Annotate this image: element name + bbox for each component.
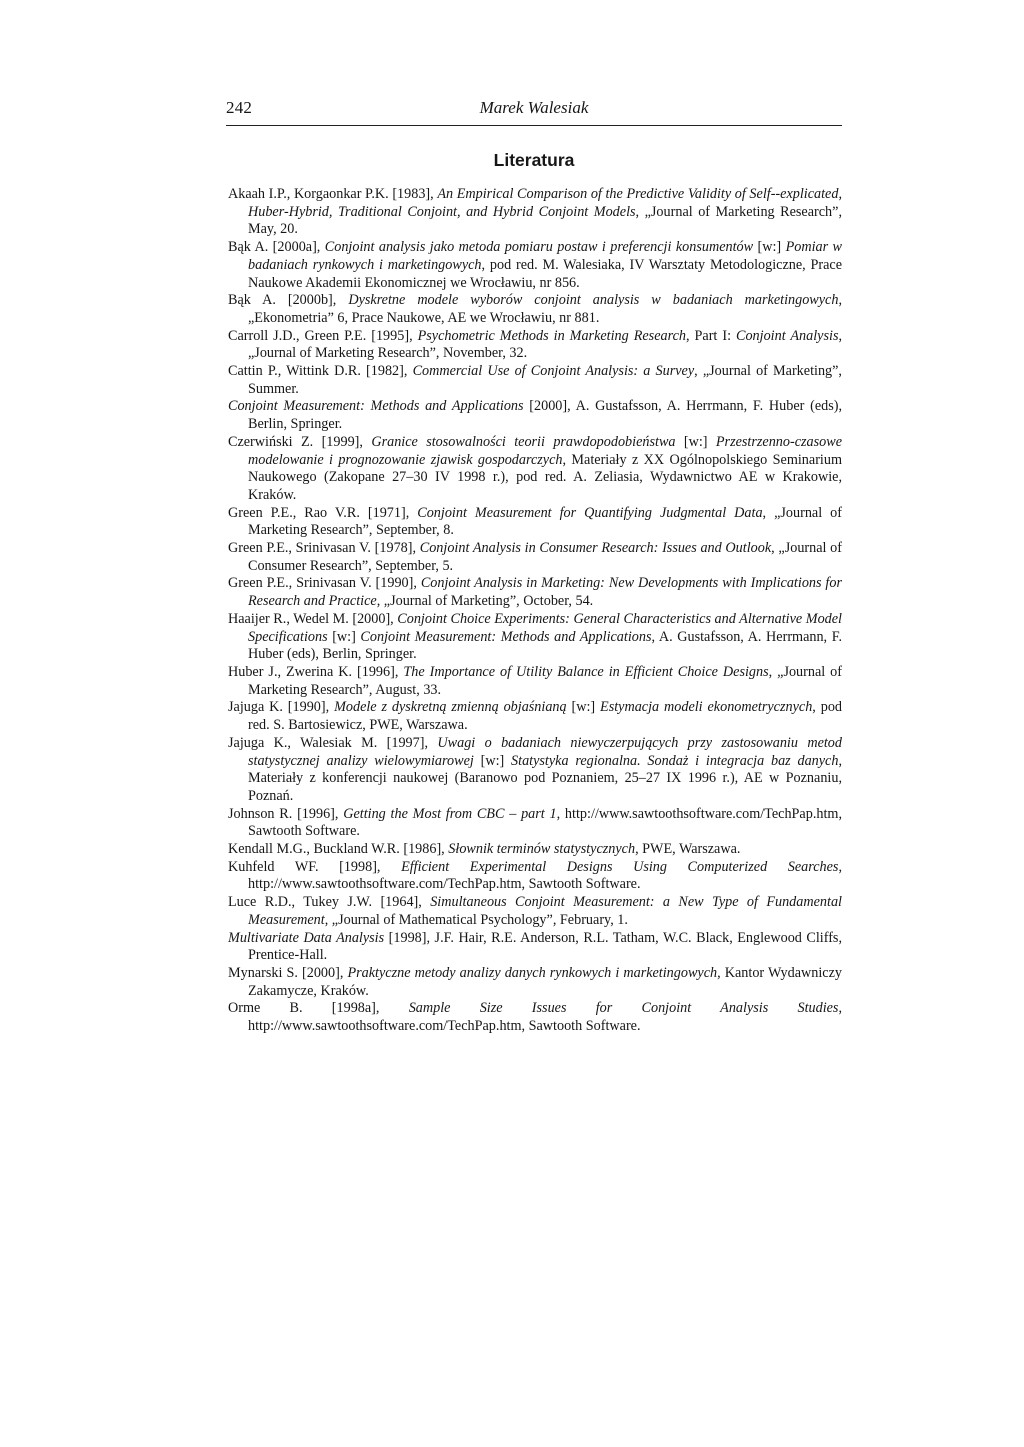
page-header [226,98,842,124]
reference-title: Estymacja modeli ekonometrycznych [600,699,813,716]
reference-entry [228,505,842,540]
reference-text: , „Journal of Mathematical Psychology”, February, 1. [324,911,628,928]
reference-title: Przestrzenno-czasowe modelowanie i prognozowanie zjawisk gospodarczych [248,433,842,468]
reference-text: , „Journal of Consumer Research”, September, 5. [248,540,842,574]
reference-text: Johnson R. [1996], [228,805,344,822]
reference-entry [228,575,842,610]
reference-title: Psychometric Methods in Marketing Research [417,327,686,344]
reference-text: , „Journal of Marketing”, October, 54. [376,593,594,610]
reference-title: The Importance of Utility Balance in Efficient Choice Designs [403,663,769,680]
reference-text: Jajuga K., Walesiak M. [1997], [228,734,438,751]
reference-text: Green P.E., Srinivasan V. [1978], [228,540,420,557]
reference-entry [228,735,842,806]
reference-text: [w:] [753,239,786,256]
reference-text: , pod red. M. Walesiaka, IV Warsztaty Metodologiczne, Prace Naukowe Akademii Ekonomicznej we Wrocławiu, nr 856. [248,256,843,291]
reference-text: , pod red. S. Bartosiewicz, PWE, Warszawa. [248,699,843,734]
reference-text: [w:] [675,433,716,450]
reference-entry [228,841,842,859]
reference-text: , „Journal of Marketing Research”, November, 32. [248,327,843,362]
reference-title: Modele z dyskretną zmienną objaśnianą [334,699,567,716]
reference-text: [w:] [473,752,512,769]
reference-text: Kuhfeld WF. [1998], [228,858,402,875]
reference-title: Uwagi o badaniach niewyczerpujących przy zastosowaniu metod statystycznej analizy wielowymiarowej [248,734,842,769]
reference-text: Carroll J.D., Green P.E. [1995], [228,327,418,344]
reference-text: , Part I: [685,327,736,344]
reference-text: , http://www.sawtoothsoftware.com/TechPap.htm, Sawtooth Software. [248,1000,842,1035]
reference-text: , A. Gustafsson, A. Herrmann, F. Huber (eds), Berlin, Springer. [248,628,843,663]
reference-text: , Materiały z XX Ogólnopolskiego Seminarium Naukowego (Zakopane 27–30 IV 1998 r.), pod red. A. Zeliasia, Wydawnictwo AE w Krakowie, Kraków. [248,451,842,503]
reference-text: [w:] [327,628,361,645]
reference-entry [228,859,842,894]
reference-title: Dyskretne modele wyborów conjoint analysis w badaniach marketingowych [348,292,839,309]
reference-title: An Empirical Comparison of the Predictive Validity of Self--explicated, Huber-Hybrid, Traditional Conjoint, and Hybrid Conjoint Models [248,186,842,220]
reference-entry [228,806,842,841]
reference-text: [w:] [566,699,601,716]
reference-entry [228,434,842,505]
reference-text: Kendall M.G., Buckland W.R. [1986], [228,841,449,858]
reference-text: Jajuga K. [1990], [228,699,335,716]
reference-entry [228,965,842,1000]
reference-text: , http://www.sawtoothsoftware.com/TechPap.htm, Sawtooth Software. [248,805,842,840]
reference-text: Luce R.D., Tukey J.W. [1964], [228,894,431,911]
reference-title: Praktyczne metody analizy danych rynkowych i marketingowych [347,964,718,981]
reference-title: Conjoint analysis jako metoda pomiaru postaw i preferencji konsumentów [324,239,754,256]
reference-entry [228,611,842,664]
reference-title: Conjoint Measurement: Methods and Applications [228,398,524,415]
reference-title: Conjoint Measurement: Methods and Applications [360,628,652,645]
reference-title: Efficient Experimental Designs Using Computerized Searches [401,858,839,875]
reference-title: Multivariate Data Analysis [228,929,385,946]
reference-text: , PWE, Warszawa. [635,841,741,858]
reference-entry [228,292,842,327]
reference-text: Czerwiński Z. [1999], [228,433,372,450]
reference-title: Pomiar w badaniach rynkowych i marketingowych [248,239,842,273]
reference-text: , Kantor Wydawniczy Zakamycze, Kraków. [248,964,842,999]
reference-text: Haaijer R., Wedel M. [2000], [228,610,398,627]
section-title: Literatura [493,150,575,170]
reference-entry [228,239,842,292]
reference-text: [2000], A. Gustafsson, A. Herrmann, F. Huber (eds), Berlin, Springer. [248,398,843,433]
reference-text: , „Journal of Marketing”, Summer. [248,363,842,397]
reference-text: Green P.E., Srinivasan V. [1990], [228,575,421,592]
reference-entry [228,930,842,965]
reference-text: , http://www.sawtoothsoftware.com/TechPap.htm, Sawtooth Software. [248,858,842,893]
reference-title: Conjoint Choice Experiments: General Characteristics and Alternative Model Specifications [248,610,842,645]
reference-text: , Materiały z konferencji naukowej (Baranowo pod Poznaniem, 25–27 IX 1996 r.), AE w Poznaniu, Poznań. [248,752,842,804]
reference-title: Conjoint Analysis in Marketing: New Developments with Implications for Research and Practice [248,575,842,610]
reference-text: , „Journal of Marketing Research”, May, 20. [248,203,842,238]
reference-list [228,186,842,1036]
page-number: 242 [226,98,253,117]
reference-text: , „Journal of Marketing Research”, August, 33. [248,663,842,698]
reference-title: Simultaneous Conjoint Measurement: a New Type of Fundamental Measurement [248,894,842,928]
reference-title: Conjoint Analysis [736,327,839,344]
reference-text: [1998], J.F. Hair, R.E. Anderson, R.L. Tatham, W.C. Black, Englewood Cliffs, Prentice-Hall. [248,929,842,964]
reference-entry [228,186,842,239]
reference-text: , „Journal of Marketing Research”, September, 8. [248,504,842,539]
reference-text: Bąk A. [2000b], [228,292,349,309]
reference-title: Statystyka regionalna. Sondaż i integracja baz danych [511,752,839,769]
reference-entry [228,328,842,363]
reference-title: Granice stosowalności teorii prawdopodobieństwa [371,433,676,450]
reference-entry [228,398,842,433]
reference-text: Green P.E., Rao V.R. [1971], [228,504,418,521]
reference-title: Sample Size Issues for Conjoint Analysis Studies [408,1000,839,1017]
header-rule [226,125,842,126]
reference-title: Conjoint Measurement for Quantifying Judgmental Data [417,504,763,521]
reference-text: Orme B. [1998a], [228,1000,409,1017]
reference-entry [228,894,842,929]
reference-entry [228,540,842,575]
reference-text: , „Ekonometria” 6, Prace Naukowe, AE we Wrocławiu, nr 881. [248,292,842,326]
reference-title: Conjoint Analysis in Consumer Research: Issues and Outlook [419,540,772,557]
reference-entry [228,699,842,734]
reference-text: Mynarski S. [2000], [228,964,348,981]
reference-entry [228,1000,842,1035]
reference-text: Akaah I.P., Korgaonkar P.K. [1983], [228,186,438,202]
reference-title: Getting the Most from CBC – part 1 [343,805,557,822]
reference-title: Słownik terminów statystycznych [448,841,636,858]
reference-text: Cattin P., Wittink D.R. [1982], [228,363,413,380]
reference-text: Bąk A. [2000a], [228,239,325,256]
reference-text: Huber J., Zwerina K. [1996], [228,663,404,680]
reference-entry [228,664,842,699]
reference-title: Commercial Use of Conjoint Analysis: a Survey [412,363,695,380]
running-head: Marek Walesiak [479,98,589,117]
reference-entry [228,363,842,398]
